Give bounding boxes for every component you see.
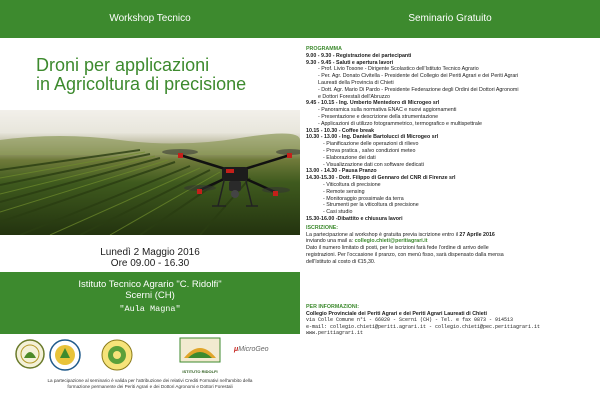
info-email[interactable]: e-mail: collegio.chieti@periti.agrari.it - collegio.chieti@pec.peritiagrari.it [306, 323, 541, 330]
registration-line [306, 232, 596, 239]
venue-name [0, 279, 300, 301]
microgeo-mark: μ [234, 346, 239, 353]
program-row: - Monitoraggio prossimale da terra [323, 195, 404, 202]
program-row: 9.00 - 9.30 - Registrazione dei partecipanti [306, 52, 412, 59]
logos-row [0, 334, 300, 374]
program-row: 14.30-15.30 - Dott. Filippo di Gennaro del CNR di Firenze srl [306, 175, 456, 182]
program-row: - Strumenti per la viticoltura di precisione [323, 202, 419, 209]
registration-text: inviando una mail a: [306, 238, 355, 245]
program-row: 9.45 - 10.15 - Ing. Umberto Mentedoro di Microgeo srl [306, 100, 440, 107]
registration-email-link[interactable]: collegio.chieti@peritiagrari.it [354, 238, 428, 245]
program-row: - Elaborazione dei dati [323, 154, 376, 161]
footnote-line-2: formazione permanente dei Periti Agrari e dei Dottori Agronomi e Dottori Forestali [67, 384, 233, 389]
ridolfi-caption: ISTITUTO RIDOLFI [182, 369, 218, 374]
program-row: - Prof. Livio Tosone - Dirigente Scolastico dell'Istituto Tecnico Agrario [318, 66, 479, 73]
header-right-label: Seminario Gratuito [408, 13, 492, 24]
info-address: via Colle Comune n°1 - 66020 - Scerni (CH) - Tel. e fax 0873 - 914513 [306, 317, 514, 324]
ridolfi-emblem [178, 336, 222, 364]
program-row: Laureati della Provincia di Chieti [318, 79, 394, 86]
microgeo-logo [234, 346, 269, 353]
program-row: - Prova pratica , salvo condizioni meteo [323, 147, 416, 154]
header-left-label: Workshop Tecnico [109, 13, 191, 24]
venue-box [0, 272, 300, 334]
title-line-1: Droni per applicazioni [36, 55, 210, 75]
program-row: - Remote sensing [323, 188, 365, 195]
program-row: 15.30-16.00 -Dibattito e chiusura lavori [306, 215, 403, 222]
venue-line-2: Scerni (CH) [125, 290, 175, 301]
info-website-link[interactable]: www.peritiagrari.it [306, 330, 364, 337]
program-row: - Panoramica sulla normativa ENAC e nuovi aggiornamenti [318, 107, 457, 114]
microgeo-label: MicroGeo [238, 346, 269, 353]
event-date: Lunedì 2 Maggio 2016 [100, 247, 200, 258]
program-row: - Casi studio [323, 209, 353, 216]
program-row: - Dott. Agr. Mario Di Pardo - Presidente Federazione degli Ordini dei Dottori Agronomi [318, 86, 519, 93]
registration-line [306, 238, 596, 245]
program-row: - Viticoltura di precisione [323, 181, 381, 188]
program-row: - Visualizzazione dati con software dedicati [323, 161, 424, 168]
venue-room: "Aula Magna" [119, 304, 181, 314]
college-logo-2 [48, 338, 82, 372]
event-time: Ore 09.00 - 16.30 [110, 258, 190, 269]
registration-text: La partecipazione al workshop è gratuita previa iscrizione entro il [306, 231, 460, 238]
event-date-time [60, 247, 240, 269]
vineyard-drone-photo [0, 110, 300, 235]
registration-line: registrazioni. Per l'occasione il pranzo, con menù fisso, sarà dispensato dalla mensa [306, 251, 504, 258]
venue-line-1: Istituto Tecnico Agrario "C. Ridolfi" [78, 279, 222, 290]
program-row: - Per. Agr. Donato Civitella - Presidente del Collegio dei Periti Agrari e dei Periti Agrari [318, 73, 519, 80]
registration-line: dell'Istituto al costo di €15,30. [306, 258, 376, 265]
program-row: 10.15 - 10.30 - Coffee break [306, 127, 375, 134]
drone-graphic [162, 149, 300, 206]
program-row: 13.00 - 14.30 - Pausa Pranzo [306, 168, 377, 175]
info-section [306, 304, 596, 337]
istituto-ridolfi-logo [178, 336, 222, 372]
program-row: - Applicazioni di utilizzo fotogrammetrico, termografico e multispettrale [318, 120, 482, 127]
program-heading: PROGRAMMA [306, 46, 342, 52]
footnote-line-1: La partecipazione al seminario è valida per l'attribuzione dei relativi Crediti Formativi nell'ambito della [47, 378, 253, 383]
program-section [306, 46, 596, 266]
credits-footnote [0, 378, 300, 390]
program-row: e Dottori Forestali dell'Abruzzo [318, 93, 390, 100]
registration-line: Dato il numero limitato di posti, per le iscrizioni farà fede l'ordine di arrivo delle [306, 245, 489, 252]
header-bar [0, 0, 600, 38]
title-line-2: in Agricoltura di precisione [36, 74, 247, 94]
program-row: - Presentazione e descrizione della strumentazione [318, 113, 439, 120]
college-logo-1 [14, 338, 46, 370]
program-row: 10.30 - 13.00 - Ing. Daniele Bartolucci di Microgeo srl [306, 134, 439, 141]
federation-logo [100, 338, 134, 372]
registration-heading: ISCRIZIONE: [306, 224, 339, 231]
info-heading: PER INFORMAZIONI: [306, 304, 359, 310]
program-row: - Pianificazione delle operazioni di rilievo [323, 141, 419, 148]
program-row: 9.30 - 9.45 - Saluti e apertura lavori [306, 59, 394, 66]
info-organization: Collegio Provinciale dei Periti Agrari e dei Periti Agrari Laureati di Chieti [306, 310, 487, 317]
event-title [36, 56, 276, 94]
registration-deadline: 27 Aprile 2016 [459, 231, 495, 238]
